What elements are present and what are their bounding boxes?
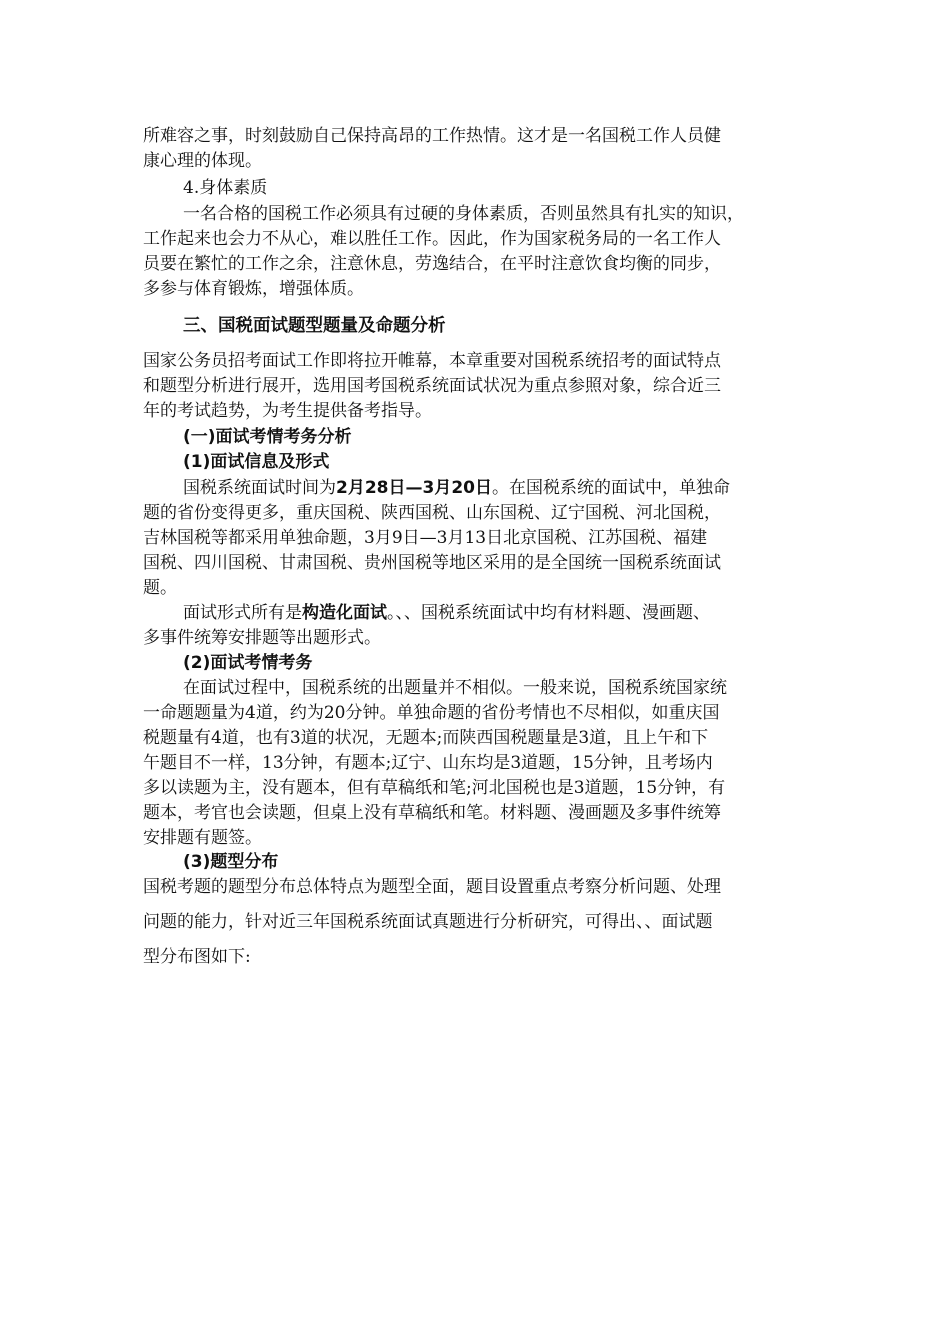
paragraph-line: 在面试过程中，国税系统的出题量并不相似。一般来说，国税系统国家统	[183, 678, 727, 698]
paragraph-line	[183, 601, 710, 626]
paragraph-line: 年的考试趋势，为考生提供备考指导。	[143, 401, 432, 421]
paragraph-line: 题本，考官也会读题，但桌上没有草稿纸和笔。材料题、漫画题及多事件统筹	[143, 803, 721, 823]
text: 。、、国税系统面试中均有材料题、漫画题、	[387, 603, 710, 623]
paragraph-line: 安排题有题签。	[143, 828, 262, 848]
paragraph-line: 问题的能力，针对近三年国税系统面试真题进行分析研究，可得出、、面试题	[143, 912, 713, 932]
date-range-bold: 2月28日—3月20日	[336, 478, 492, 498]
paragraph-line: 康心理的体现。	[143, 151, 262, 171]
text: 面试形式所有是	[183, 603, 302, 623]
paragraph-line: 和题型分析进行展开，选用国考国税系统面试状况为重点参照对象，综合近三	[143, 376, 721, 396]
subheading-1-3: (3)题型分布	[183, 852, 279, 872]
paragraph-line: 税题量有4道，也有3道的状况，无题本;而陕西国税题量是3道，且上午和下	[143, 728, 709, 748]
paragraph-line: 国税、四川国税、甘肃国税、贵州国税等地区采用的是全国统一国税系统面试	[143, 553, 721, 573]
interview-form-bold: 构造化面试	[302, 603, 387, 623]
subheading-1-2: (2)面试考情考务	[183, 653, 313, 673]
paragraph-line: 多事件统筹安排题等出题形式。	[143, 628, 381, 648]
paragraph-line: 国家公务员招考面试工作即将拉开帷幕，本章重要对国税系统招考的面试特点	[143, 351, 721, 371]
paragraph-line: 员要在繁忙的工作之余，注意休息，劳逸结合，在平时注意饮食均衡的同步，	[143, 254, 721, 274]
paragraph-line: 一名合格的国税工作必须具有过硬的身体素质，否则虽然具有扎实的知识，	[183, 204, 744, 224]
paragraph-line: 一命题题量为4道，约为20分钟。单独命题的省份考情也不尽相似，如重庆国	[143, 703, 720, 723]
paragraph-line: 所难容之事，时刻鼓励自己保持高昂的工作热情。这才是一名国税工作人员健	[143, 126, 721, 146]
paragraph-line: 型分布图如下:	[143, 947, 251, 967]
text: 国税系统面试时间为	[183, 478, 336, 498]
subheading-1-1: (1)面试信息及形式	[183, 452, 330, 472]
paragraph-line: 题。	[143, 578, 177, 598]
paragraph-line: 多以读题为主，没有题本，但有草稿纸和笔;河北国税也是3道题，15分钟，有	[143, 778, 726, 798]
subheading-physical-quality: 4.身体素质	[183, 178, 268, 198]
paragraph-line: 工作起来也会力不从心，难以胜任工作。因此，作为国家税务局的一名工作人	[143, 229, 721, 249]
paragraph-line: 题的省份变得更多，重庆国税、陕西国税、山东国税、辽宁国税、河北国税，	[143, 503, 721, 523]
paragraph-line: 午题目不一样，13分钟，有题本;辽宁、山东均是3道题，15分钟，且考场内	[143, 753, 713, 773]
paragraph-line: 吉林国税等都采用单独命题，3月9日—3月13日北京国税、江苏国税、福建	[143, 528, 708, 548]
paragraph-line	[183, 476, 730, 501]
subheading-1: (一)面试考情考务分析	[183, 427, 352, 447]
text: 。在国税系统的面试中，单独命	[491, 478, 730, 498]
paragraph-line: 国税考题的题型分布总体特点为题型全面，题目设置重点考察分析问题、处理	[143, 877, 721, 897]
section-heading: 三、国税面试题型题量及命题分析	[183, 316, 446, 336]
paragraph-line: 多参与体育锻炼，增强体质。	[143, 279, 364, 299]
